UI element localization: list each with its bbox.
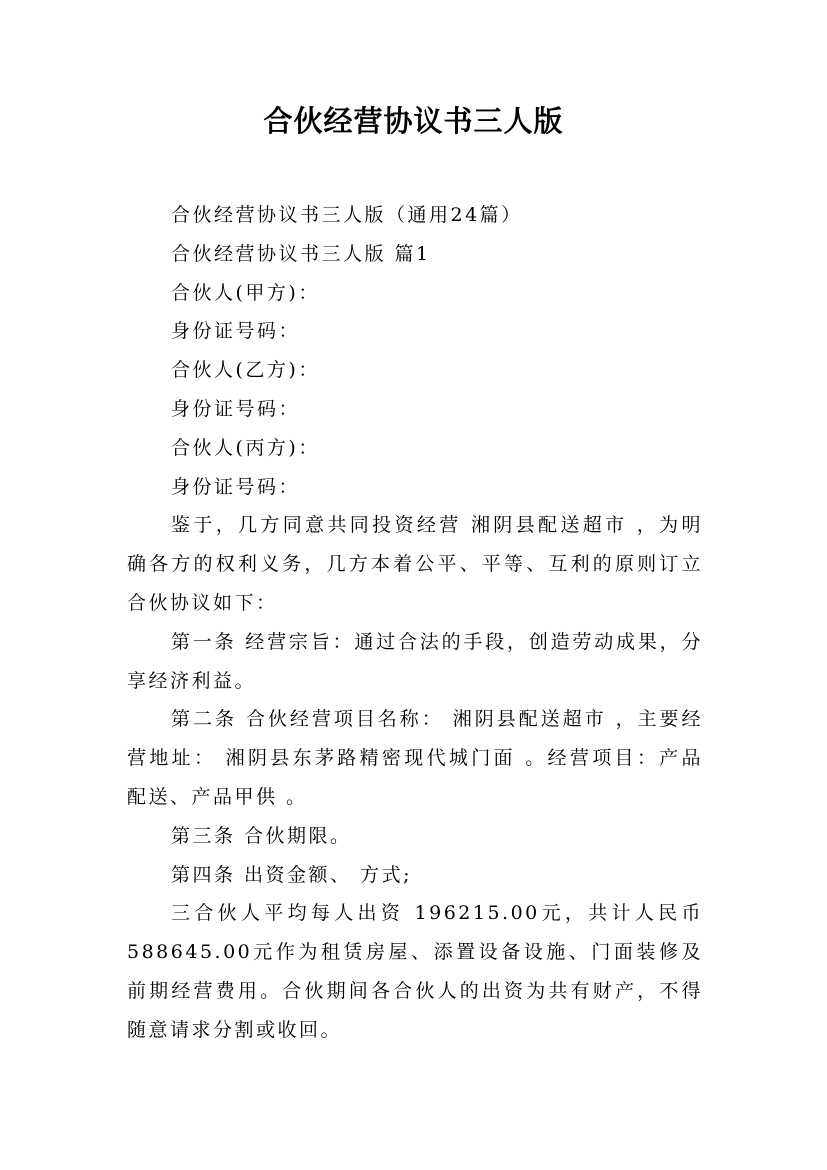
- document-subtitle: 合伙经营协议书三人版（通用24篇）: [171, 204, 523, 226]
- party-b-label: 合伙人(乙方)：: [171, 359, 320, 382]
- document-title: 合伙经营协议书三人版: [263, 104, 564, 138]
- preamble-paragraph: 鉴于，几方同意共同投资经营 湘阴县配送超市 ，为明确各方的权利义务，几方本着公平、平等、互利的原则订立合伙协议如下：: [127, 514, 703, 614]
- investment-paragraph: 三合伙人平均每人出资 196215.00元，共计人民币588645.00元作为租赁房屋、添置设备设施、门面装修及前期经营费用。合伙期间各合伙人的出资为共有财产，不得随意请求分割或收回。: [127, 902, 703, 1041]
- party-c-id-label: 身份证号码：: [171, 475, 301, 498]
- party-c-label: 合伙人(丙方)：: [171, 436, 320, 459]
- article-3-heading: 第三条 合伙期限。: [171, 824, 352, 847]
- article-4-heading: 第四条 出资金额、 方式;: [171, 863, 412, 886]
- section-heading: 合伙经营协议书三人版 篇1: [171, 242, 431, 265]
- article-1-paragraph: 第一条 经营宗旨：通过合法的手段，创造劳动成果，分享经济利益。: [127, 630, 703, 692]
- party-b-id-label: 身份证号码：: [171, 397, 301, 420]
- party-a-id-label: 身份证号码：: [171, 320, 301, 343]
- party-a-label: 合伙人(甲方)：: [171, 281, 320, 304]
- article-2-paragraph: 第二条 合伙经营项目名称： 湘阴县配送超市 ，主要经营地址： 湘阴县东茅路精密现代城门面 。经营项目：产品配送、产品甲供 。: [127, 708, 703, 808]
- document-body: [127, 196, 703, 1050]
